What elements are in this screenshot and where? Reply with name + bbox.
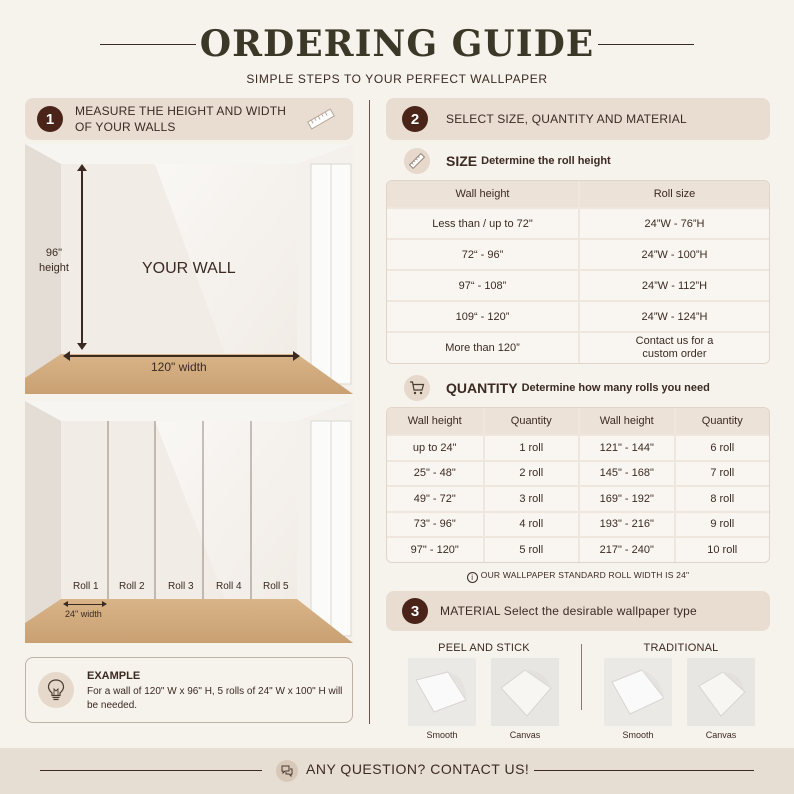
- qty-cell: 169" - 192": [578, 485, 674, 511]
- quantity-section-header: [404, 375, 710, 401]
- size-cell: 24”W - 100”H: [578, 238, 769, 269]
- example-box: [25, 657, 353, 723]
- quantity-title: QUANTITY: [446, 380, 518, 396]
- swatch-traditional-canvas[interactable]: [687, 658, 755, 726]
- page-header: [0, 22, 794, 66]
- qty-cell: 8 roll: [674, 485, 770, 511]
- example-title: EXAMPLE: [87, 670, 141, 682]
- footer-rule-left: [40, 770, 262, 771]
- step1-label: [75, 103, 286, 135]
- lightbulb-icon: [38, 672, 74, 708]
- qty-cell: 2 roll: [483, 460, 579, 486]
- material-group-peel-stick: PEEL AND STICK: [438, 642, 530, 654]
- wall-label: YOUR WALL: [142, 260, 236, 277]
- swatch-label-traditional-canvas: Canvas: [705, 730, 737, 740]
- height-arrow-bottom: [77, 343, 87, 350]
- step1-label-line2: OF YOUR WALLS: [75, 120, 176, 134]
- qty-cell: 121" - 144": [578, 434, 674, 460]
- roll-width-note-text: OUR WALLPAPER STANDARD ROLL WIDTH IS 24": [480, 570, 690, 580]
- size-section-header: [404, 148, 611, 174]
- step2-number: 2: [402, 106, 428, 132]
- table-row: [387, 536, 769, 562]
- example-text: For a wall of 120" W x 96" H, 5 rolls of 24" W x 100" H will be needed.: [87, 686, 343, 711]
- roll-label-4: Roll 4: [216, 581, 242, 592]
- roll-label-3: Roll 3: [168, 581, 194, 592]
- custom-order-text: Contact us for a custom order: [635, 335, 714, 360]
- swatch-label-traditional-smooth: Smooth: [622, 730, 654, 740]
- table-row: [387, 269, 769, 300]
- qty-cell: 49" - 72": [387, 485, 483, 511]
- size-cell: [578, 331, 769, 363]
- qty-cell: 193" - 216": [578, 511, 674, 537]
- qty-cell: 97" - 120": [387, 536, 483, 562]
- table-row: [387, 207, 769, 238]
- step3-number: 3: [402, 598, 428, 624]
- qty-header: Quantity: [483, 408, 579, 434]
- material-group-traditional: TRADITIONAL: [643, 642, 719, 654]
- size-cell: 24”W - 124”H: [578, 300, 769, 331]
- table-row: [387, 331, 769, 363]
- step3-bar: [386, 591, 770, 631]
- roll-width-label: 24" width: [65, 609, 102, 619]
- table-row: [387, 300, 769, 331]
- swatch-peel-smooth[interactable]: [408, 658, 476, 726]
- qty-header: Wall height: [387, 408, 483, 434]
- size-cell: 97“ - 108”: [387, 269, 578, 300]
- table-row: [387, 434, 769, 460]
- step2-label: SELECT SIZE, QUANTITY AND MATERIAL: [446, 112, 687, 126]
- height-arrow-top: [77, 164, 87, 171]
- size-header-roll-size: Roll size: [578, 181, 769, 207]
- roll-width-arrow-right: [102, 601, 107, 607]
- roll-width-arrow-left: [63, 601, 68, 607]
- step3-label: MATERIAL Select the desirable wallpaper type: [440, 604, 697, 618]
- qty-header: Quantity: [674, 408, 770, 434]
- qty-cell: 7 roll: [674, 460, 770, 486]
- qty-cell: 4 roll: [483, 511, 579, 537]
- qty-cell: 217" - 240": [578, 536, 674, 562]
- size-header-wall-height: Wall height: [387, 181, 578, 207]
- qty-cell: 3 roll: [483, 485, 579, 511]
- height-label: [39, 246, 69, 276]
- room-measure-illustration: [25, 144, 353, 394]
- page-subtitle: SIMPLE STEPS TO YOUR PERFECT WALLPAPER: [246, 72, 548, 86]
- qty-cell: 10 roll: [674, 536, 770, 562]
- qty-cell: up to 24": [387, 434, 483, 460]
- width-label: 120" width: [151, 360, 207, 374]
- qty-cell: 9 roll: [674, 511, 770, 537]
- page-title: ORDERING GUIDE: [199, 23, 595, 65]
- table-row: [387, 460, 769, 486]
- room-rolls-illustration: [25, 401, 353, 643]
- roll-width-arrow: [67, 604, 103, 605]
- size-cell: More than 120”: [387, 331, 578, 363]
- size-cell: 24”W - 76”H: [578, 207, 769, 238]
- size-cell: Less than / up to 72": [387, 207, 578, 238]
- material-divider: [581, 644, 582, 710]
- chat-icon: [276, 760, 298, 782]
- size-subtitle: Determine the roll height: [481, 155, 611, 167]
- footer: [0, 748, 794, 794]
- qty-cell: 6 roll: [674, 434, 770, 460]
- cart-icon: [404, 375, 430, 401]
- width-arrow-right: [293, 351, 300, 361]
- qty-cell: 73" - 96": [387, 511, 483, 537]
- roll-label-1: Roll 1: [73, 581, 99, 592]
- info-icon: i: [467, 572, 478, 583]
- table-row: [387, 485, 769, 511]
- width-arrow: [67, 355, 295, 357]
- swatch-label-peel-smooth: Smooth: [426, 730, 458, 740]
- height-label-value: 96": [45, 247, 63, 259]
- height-arrow: [81, 166, 83, 346]
- swatch-label-peel-canvas: Canvas: [509, 730, 541, 740]
- size-cell: 72“ - 96”: [387, 238, 578, 269]
- size-table: [386, 180, 770, 364]
- size-cell: 109“ - 120”: [387, 300, 578, 331]
- qty-header: Wall height: [578, 408, 674, 434]
- step1-number: 1: [37, 106, 63, 132]
- quantity-table: [386, 407, 770, 563]
- roll-label-5: Roll 5: [263, 581, 289, 592]
- height-label-unit: height: [39, 262, 69, 274]
- contact-link[interactable]: ANY QUESTION? CONTACT US!: [306, 761, 530, 777]
- qty-cell: 25" - 48": [387, 460, 483, 486]
- step1-bar: [25, 98, 353, 140]
- size-cell: 24”W - 112”H: [578, 269, 769, 300]
- ruler-icon: [404, 148, 430, 174]
- step2-bar: [386, 98, 770, 140]
- roll-label-2: Roll 2: [119, 581, 145, 592]
- swatch-traditional-smooth[interactable]: [604, 658, 672, 726]
- step1-label-line1: MEASURE THE HEIGHT AND WIDTH: [75, 104, 287, 118]
- footer-rule-right: [534, 770, 754, 771]
- table-row: [387, 238, 769, 269]
- quantity-subtitle: Determine how many rolls you need: [521, 382, 710, 394]
- column-divider: [369, 100, 370, 724]
- qty-cell: 5 roll: [483, 536, 579, 562]
- size-title: SIZE: [446, 153, 478, 169]
- roll-width-note: [386, 570, 770, 583]
- qty-cell: 145" - 168": [578, 460, 674, 486]
- table-row: [387, 511, 769, 537]
- ruler-icon: [307, 108, 335, 135]
- width-arrow-left: [63, 351, 70, 361]
- swatch-peel-canvas[interactable]: [491, 658, 559, 726]
- qty-cell: 1 roll: [483, 434, 579, 460]
